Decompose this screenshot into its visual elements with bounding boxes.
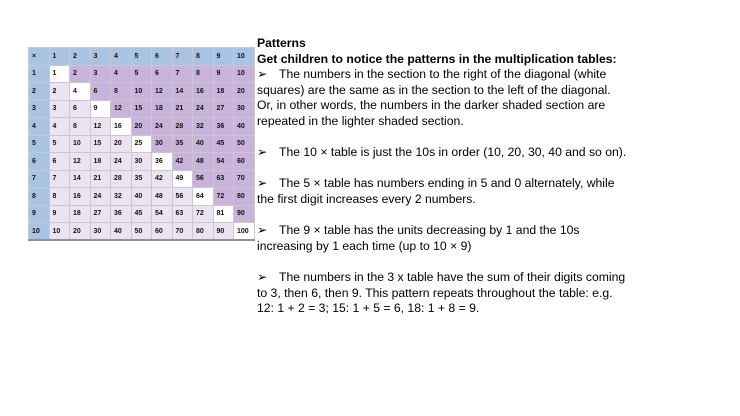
cell-value: 28	[175, 122, 184, 130]
table-cell	[131, 170, 152, 188]
cell-value: 27	[216, 105, 225, 113]
table-cell	[111, 83, 132, 101]
table-cell	[193, 205, 214, 223]
table-cell	[193, 83, 214, 101]
cell-value: 18	[216, 87, 225, 95]
row-header-cell	[29, 153, 50, 171]
table-cell	[90, 153, 111, 171]
patterns-subtitle: Get children to notice the patterns in the multiplication tables:	[257, 51, 617, 66]
table-cell	[152, 135, 173, 153]
cell-value: 16	[196, 87, 204, 95]
cell-value: 8	[114, 87, 118, 95]
table-cell	[234, 153, 255, 171]
row-header-cell	[29, 83, 50, 101]
row-header-cell	[29, 65, 50, 83]
cell-value: 63	[216, 175, 225, 183]
table-cell	[131, 135, 152, 153]
header-value: 3	[93, 52, 98, 60]
arrow-bullet-icon: ➢	[257, 145, 268, 160]
table-row	[29, 205, 255, 223]
table-cell	[70, 65, 91, 83]
cell-value: 100	[237, 227, 249, 235]
cell-value: 36	[155, 157, 163, 165]
table-cell	[131, 83, 152, 101]
table-row	[29, 188, 255, 206]
table-cell	[49, 83, 70, 101]
cell-value: 40	[196, 140, 204, 148]
table-cell	[193, 188, 214, 206]
table-cell	[152, 100, 173, 118]
cell-value: 3	[32, 105, 36, 113]
table-row	[29, 135, 255, 153]
table-cell	[152, 205, 173, 223]
cell-value: 80	[196, 227, 204, 235]
table-cell	[193, 65, 214, 83]
table-cell	[111, 100, 132, 118]
header-value: 5	[134, 52, 139, 60]
table-cell	[111, 153, 132, 171]
cell-value: 9	[216, 70, 221, 78]
cell-value: 35	[134, 175, 143, 183]
table-cell	[70, 153, 91, 171]
row-header-cell	[29, 100, 50, 118]
cell-value: 20	[73, 227, 81, 235]
row-header-cell	[29, 188, 50, 206]
table-header-cell	[213, 48, 234, 66]
cell-value: 12	[93, 122, 102, 130]
table-cell	[111, 223, 132, 241]
table-cell	[172, 100, 193, 118]
cell-value: 72	[196, 210, 204, 218]
table-cell	[131, 153, 152, 171]
table-cell	[234, 100, 255, 118]
bullet-text: The numbers in the section to the right of the diagonal (white squares) are the same as in the section to the left of the diagonal. Or, in other words, the numbers in the darker shaded section are repeated in the lighter shaded section.	[257, 67, 611, 128]
cell-value: 3	[93, 70, 98, 78]
cell-value: 10	[73, 140, 81, 148]
cell-value: 42	[175, 157, 184, 165]
cell-value: 9	[52, 210, 57, 218]
row-header-cell	[29, 223, 50, 241]
table-cell	[111, 118, 132, 136]
cell-value: 8	[52, 192, 57, 200]
cell-value: 24	[196, 105, 204, 113]
table-row	[29, 65, 255, 83]
cell-value: 48	[155, 192, 163, 200]
table-cell	[131, 188, 152, 206]
cell-value: 15	[134, 105, 143, 113]
cell-value: 9	[93, 105, 98, 113]
table-cell	[131, 223, 152, 241]
bullet-item-10x	[257, 145, 627, 161]
bullet-item-5x	[257, 176, 627, 207]
table-cell	[193, 100, 214, 118]
spacer	[257, 254, 627, 270]
table-cell	[193, 223, 214, 241]
cell-value: 8	[73, 122, 77, 130]
table-cell	[193, 118, 214, 136]
table-cell	[234, 65, 255, 83]
spacer	[257, 161, 627, 177]
cell-value: 90	[216, 227, 225, 235]
table-cell	[70, 83, 91, 101]
cell-value: 8	[196, 70, 200, 78]
table-cell	[234, 135, 255, 153]
header-value: 9	[216, 52, 221, 60]
cell-value: 7	[175, 70, 180, 78]
table-cell	[172, 170, 193, 188]
table-cell	[152, 65, 173, 83]
cell-value: 50	[134, 227, 143, 235]
table-cell	[49, 135, 70, 153]
table-cell	[131, 118, 152, 136]
cell-value: 36	[114, 210, 122, 218]
table-cell	[131, 100, 152, 118]
table-header-cell	[111, 48, 132, 66]
cell-value: 12	[114, 105, 122, 113]
bullet-item-9x	[257, 223, 627, 254]
cell-value: 20	[237, 87, 245, 95]
bullet-text: The 5 × table has numbers ending in 5 and 0 alternately, while the first digit increases every 2 numbers.	[257, 176, 615, 206]
cell-value: 42	[155, 175, 163, 183]
table-cell	[70, 170, 91, 188]
cell-value: 6	[32, 157, 36, 165]
cell-value: 5	[32, 140, 36, 148]
cell-value: 40	[134, 192, 143, 200]
cell-value: 1	[52, 70, 57, 78]
cell-value: 32	[196, 122, 204, 130]
table-cell	[111, 135, 132, 153]
bullet-text: The numbers in the 3 x table have the sum of their digits coming to 3, then 6, then 9. This pattern repeats throughout the table: e.g. 12: 1 + 2 = 3; 15: 1 + 5 = 6, 18: 1 + 8 = 9.	[257, 269, 626, 316]
cell-value: 10	[52, 227, 61, 235]
header-value: 7	[175, 52, 180, 60]
table-header-cell	[90, 48, 111, 66]
header-value: 2	[73, 52, 77, 60]
cell-value: 70	[237, 175, 245, 183]
table-cell	[213, 205, 234, 223]
cell-value: 21	[175, 105, 184, 113]
table-cell	[111, 65, 132, 83]
table-cell	[131, 205, 152, 223]
cell-value: 80	[237, 192, 245, 200]
table-cell	[49, 153, 70, 171]
cell-value: 14	[175, 87, 184, 95]
spacer	[257, 208, 627, 224]
table-cell	[172, 223, 193, 241]
table-cell	[70, 188, 91, 206]
table-cell	[234, 205, 255, 223]
cell-value: 36	[216, 122, 225, 130]
table-row	[29, 223, 255, 241]
table-cell	[90, 223, 111, 241]
table-cell	[193, 135, 214, 153]
cell-value: 30	[155, 140, 163, 148]
table-cell	[70, 135, 91, 153]
cell-value: 30	[134, 157, 143, 165]
table-cell	[70, 118, 91, 136]
cell-value: 4	[32, 122, 36, 130]
cell-value: 50	[237, 140, 245, 148]
table-cell	[213, 118, 234, 136]
cell-value: 18	[155, 105, 163, 113]
patterns-title: Patterns	[257, 36, 306, 50]
table-cell	[172, 65, 193, 83]
cell-value: 81	[216, 210, 225, 218]
table-cell	[90, 65, 111, 83]
cell-value: 2	[32, 87, 36, 95]
cell-value: 2	[73, 70, 77, 78]
table-cell	[213, 153, 234, 171]
cell-value: 6	[155, 70, 159, 78]
table-cell	[213, 100, 234, 118]
bullet-text: The 9 × table has the units decreasing by 1 and the 10s increasing by 1 each time (up to 10 × 9)	[257, 223, 580, 253]
header-value: 10	[237, 52, 245, 60]
table-cell	[90, 135, 111, 153]
arrow-bullet-icon: ➢	[257, 269, 268, 284]
cell-value: 12	[155, 87, 163, 95]
table-cell	[213, 188, 234, 206]
table-cell	[49, 205, 70, 223]
cell-value: 24	[93, 192, 102, 200]
bullet-item-diagonal	[257, 67, 627, 129]
table-cell	[49, 188, 70, 206]
cell-value: 60	[155, 227, 163, 235]
table-cell	[152, 188, 173, 206]
cell-value: 15	[93, 140, 102, 148]
table-cell	[152, 170, 173, 188]
bullet-text: The 10 × table is just the 10s in order (10, 20, 30, 40 and so on).	[279, 145, 627, 160]
table-cell	[193, 153, 214, 171]
cell-value: 45	[216, 140, 225, 148]
table-cell	[213, 135, 234, 153]
table-header-cell	[131, 48, 152, 66]
header-value: 6	[155, 52, 159, 60]
table-cell	[70, 205, 91, 223]
table-cell	[172, 135, 193, 153]
table-cell	[234, 83, 255, 101]
cell-value: 18	[93, 157, 102, 165]
header-value: 4	[114, 52, 118, 60]
cell-value: 3	[52, 105, 57, 113]
table-header-cell	[49, 48, 70, 66]
table-cell	[172, 205, 193, 223]
table-header-cell	[70, 48, 91, 66]
cell-value: 40	[114, 227, 122, 235]
table-row	[29, 170, 255, 188]
table-cell	[234, 170, 255, 188]
cell-value: 32	[114, 192, 122, 200]
table-cell	[49, 118, 70, 136]
cell-value: 16	[114, 122, 122, 130]
corner-symbol: ×	[32, 52, 37, 60]
cell-value: 18	[73, 210, 81, 218]
cell-value: 5	[134, 70, 139, 78]
arrow-bullet-icon: ➢	[257, 176, 268, 191]
cell-value: 54	[155, 210, 163, 218]
cell-value: 70	[175, 227, 184, 235]
table-header-cell	[234, 48, 255, 66]
table-cell	[172, 153, 193, 171]
table-cell	[90, 118, 111, 136]
bullet-item-3x	[257, 270, 627, 317]
cell-value: 56	[175, 192, 184, 200]
arrow-bullet-icon: ➢	[257, 67, 268, 82]
table-cell	[152, 153, 173, 171]
table-header-cell	[172, 48, 193, 66]
table-cell	[49, 65, 70, 83]
cell-value: 6	[93, 87, 98, 95]
arrow-bullet-icon: ➢	[257, 223, 268, 238]
cell-value: 6	[73, 105, 77, 113]
table-cell	[152, 118, 173, 136]
cell-value: 9	[32, 210, 36, 218]
table-cell	[90, 188, 111, 206]
cell-value: 49	[175, 175, 184, 183]
table-cell	[70, 100, 91, 118]
table-cell	[90, 170, 111, 188]
cell-value: 12	[73, 157, 81, 165]
cell-value: 72	[216, 192, 225, 200]
table-row	[29, 83, 255, 101]
cell-value: 4	[114, 70, 118, 78]
cell-value: 21	[93, 175, 102, 183]
cell-value: 63	[175, 210, 184, 218]
table-cell	[90, 100, 111, 118]
table-cell	[111, 205, 132, 223]
cell-value: 2	[52, 87, 57, 95]
cell-value: 35	[175, 140, 184, 148]
cell-value: 1	[32, 70, 36, 78]
table-cell	[70, 223, 91, 241]
cell-value: 14	[73, 175, 81, 183]
cell-value: 30	[237, 105, 245, 113]
table-cell	[193, 170, 214, 188]
row-header-cell	[29, 170, 50, 188]
table-cell	[213, 83, 234, 101]
cell-value: 56	[196, 175, 204, 183]
cell-value: 4	[52, 122, 57, 130]
row-header-cell	[29, 135, 50, 153]
table-cell	[49, 170, 70, 188]
header-value: 8	[196, 52, 200, 60]
table-header-cell	[152, 48, 173, 66]
cell-value: 20	[134, 122, 143, 130]
multiplication-table-container	[28, 47, 255, 241]
cell-value: 54	[216, 157, 225, 165]
cell-value: 7	[52, 175, 57, 183]
table-row	[29, 153, 255, 171]
table-cell	[49, 100, 70, 118]
table-header-row	[29, 48, 255, 66]
cell-value: 24	[114, 157, 122, 165]
cell-value: 7	[32, 175, 36, 183]
table-cell	[111, 170, 132, 188]
table-cell	[131, 65, 152, 83]
cell-value: 40	[237, 122, 245, 130]
table-cell	[234, 188, 255, 206]
row-header-cell	[29, 118, 50, 136]
table-cell	[152, 83, 173, 101]
table-cell	[90, 205, 111, 223]
table-cell	[213, 65, 234, 83]
cell-value: 4	[73, 87, 77, 95]
cell-value: 20	[114, 140, 122, 148]
table-cell	[111, 188, 132, 206]
cell-value: 5	[52, 140, 57, 148]
cell-value: 10	[237, 70, 245, 78]
table-cell	[234, 118, 255, 136]
table-row	[29, 100, 255, 118]
cell-value: 45	[134, 210, 143, 218]
patterns-text-block	[257, 36, 627, 317]
cell-value: 64	[196, 192, 204, 200]
cell-value: 6	[52, 157, 57, 165]
table-cell	[172, 188, 193, 206]
table-cell	[213, 223, 234, 241]
table-cell	[172, 118, 193, 136]
table-cell	[90, 83, 111, 101]
cell-value: 30	[93, 227, 102, 235]
table-cell	[234, 223, 255, 241]
table-cell	[172, 83, 193, 101]
cell-value: 25	[134, 140, 143, 148]
table-row	[29, 118, 255, 136]
cell-value: 90	[237, 210, 245, 218]
table-cell	[213, 170, 234, 188]
table-cell	[152, 223, 173, 241]
cell-value: 48	[196, 157, 204, 165]
spacer	[257, 130, 627, 146]
cell-value: 10	[134, 87, 143, 95]
cell-value: 27	[93, 210, 102, 218]
header-value: 1	[52, 52, 57, 60]
cell-value: 28	[114, 175, 122, 183]
table-corner-cell	[29, 48, 50, 66]
cell-value: 16	[73, 192, 81, 200]
table-cell	[49, 223, 70, 241]
cell-value: 8	[32, 192, 36, 200]
cell-value: 24	[155, 122, 163, 130]
cell-value: 10	[32, 227, 40, 235]
row-header-cell	[29, 205, 50, 223]
cell-value: 60	[237, 157, 245, 165]
table-header-cell	[193, 48, 214, 66]
multiplication-table	[28, 47, 255, 241]
